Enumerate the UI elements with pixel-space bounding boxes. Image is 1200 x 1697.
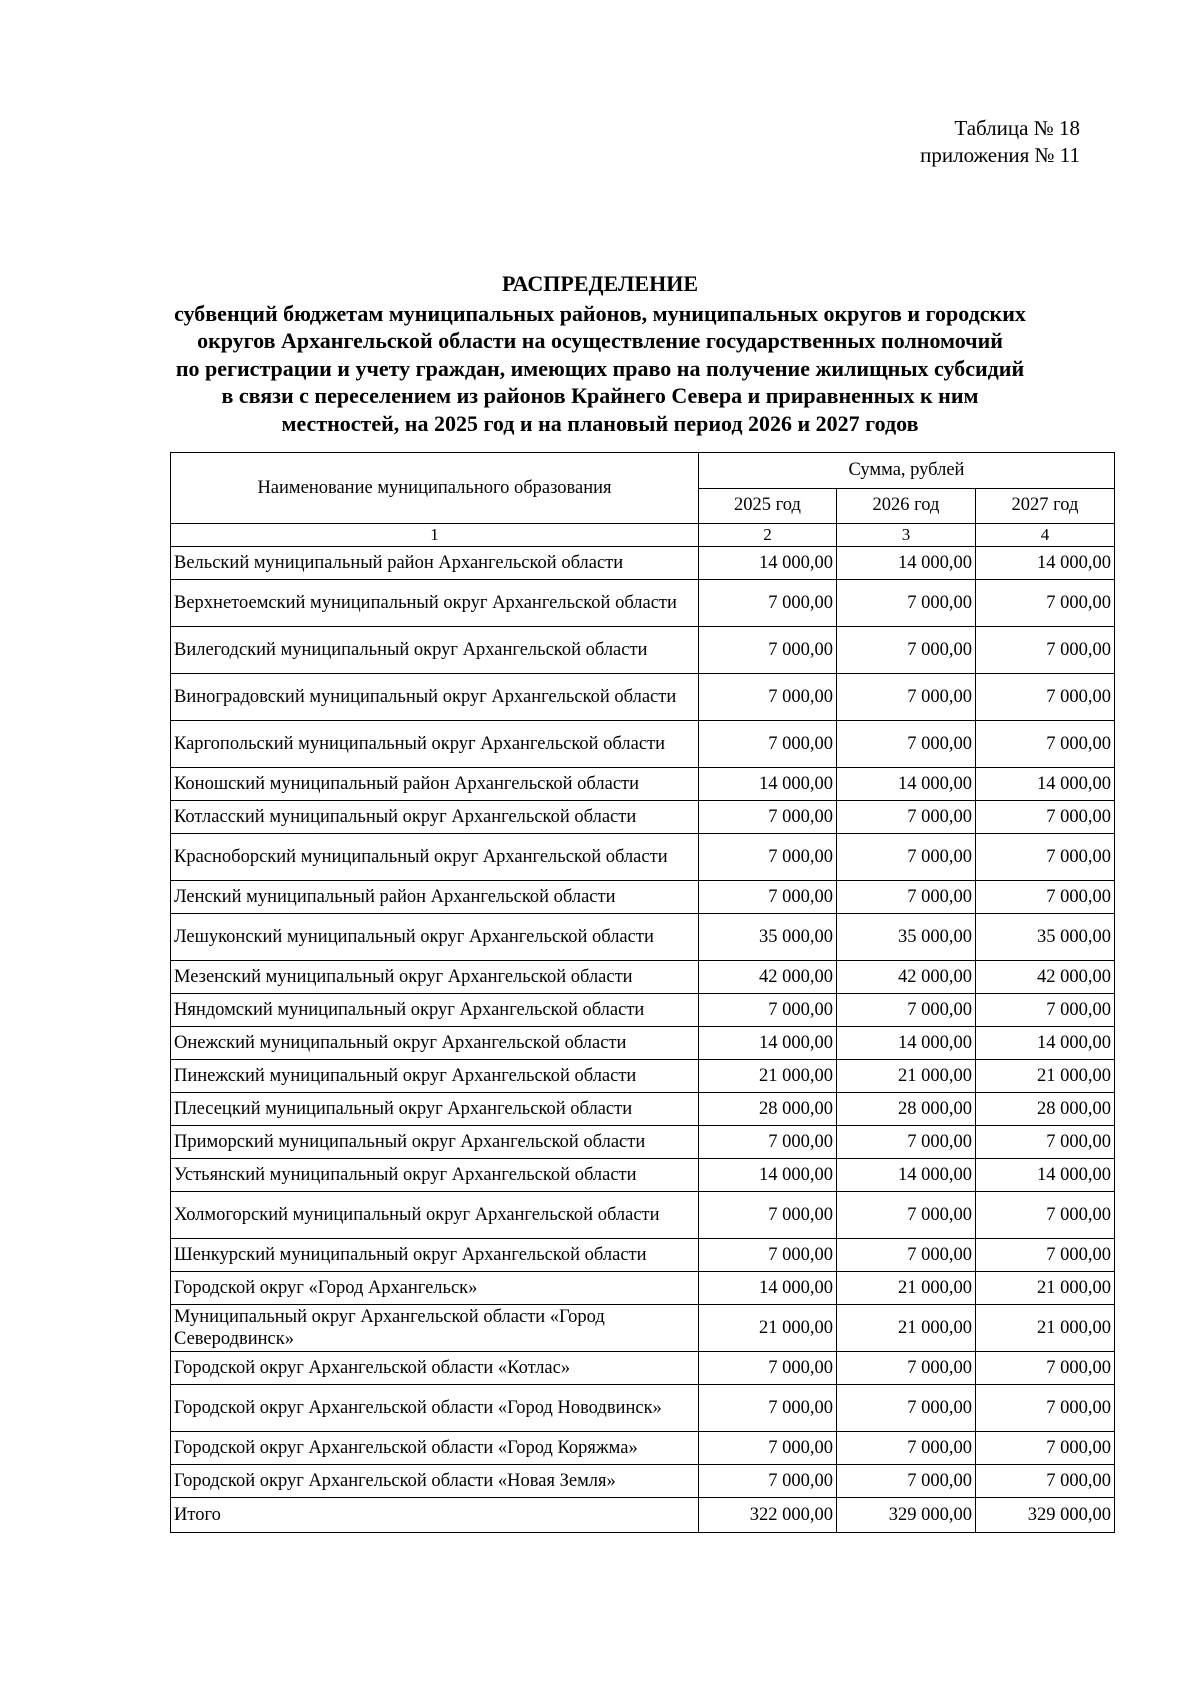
value-2026: 7 000,00 [837,674,976,721]
value-2025: 7 000,00 [699,801,837,834]
municipality-name: Вилегодский муниципальный округ Архангельской области [171,627,699,674]
value-2027: 7 000,00 [976,1126,1115,1159]
value-2027: 35 000,00 [976,914,1115,961]
total-2025: 322 000,00 [699,1498,837,1533]
table-row [171,1159,1115,1192]
value-2025: 14 000,00 [699,1027,837,1060]
table-row [171,1239,1115,1272]
municipality-name: Холмогорский муниципальный округ Архангельской области [171,1192,699,1239]
value-2025: 7 000,00 [699,1432,837,1465]
table-row [171,627,1115,674]
value-2027: 7 000,00 [976,1465,1115,1498]
municipality-name: Каргопольский муниципальный округ Архангельской области [171,721,699,768]
distribution-table [170,452,1115,1533]
value-2027: 7 000,00 [976,1239,1115,1272]
value-2026: 28 000,00 [837,1093,976,1126]
table-row [171,881,1115,914]
table-row [171,721,1115,768]
total-2027: 329 000,00 [976,1498,1115,1533]
table-row [171,674,1115,721]
value-2026: 7 000,00 [837,1192,976,1239]
value-2027: 7 000,00 [976,580,1115,627]
total-row [171,1498,1115,1533]
municipality-name: Городской округ Архангельской области «Новая Земля» [171,1465,699,1498]
value-2025: 21 000,00 [699,1060,837,1093]
municipality-name: Плесецкий муниципальный округ Архангельской области [171,1093,699,1126]
header-year-2027: 2027 год [976,488,1115,524]
value-2025: 7 000,00 [699,1126,837,1159]
title-line: субвенций бюджетам муниципальных районов, муниципальных округов и городских [174,300,1026,326]
header-sum: Сумма, рублей [699,453,1115,489]
table-row [171,547,1115,580]
value-2027: 7 000,00 [976,834,1115,881]
table-row [171,961,1115,994]
table-row [171,1272,1115,1305]
title-line: по регистрации и учету граждан, имеющих право на получение жилищных субсидий [175,355,1025,381]
table-row [171,768,1115,801]
value-2025: 7 000,00 [699,1192,837,1239]
table-row [171,994,1115,1027]
value-2025: 7 000,00 [699,1465,837,1498]
value-2026: 7 000,00 [837,1385,976,1432]
value-2027: 7 000,00 [976,1352,1115,1385]
value-2026: 7 000,00 [837,627,976,674]
municipality-name: Красноборский муниципальный округ Архангельской области [171,834,699,881]
municipality-name: Шенкурский муниципальный округ Архангельской области [171,1239,699,1272]
value-2026: 14 000,00 [837,1027,976,1060]
title-line: округов Архангельской области на осуществление государственных полномочий [197,328,1003,353]
column-number-row [171,524,1115,547]
column-number: 3 [837,524,976,547]
value-2026: 7 000,00 [837,1352,976,1385]
value-2026: 7 000,00 [837,1465,976,1498]
table-row [171,1465,1115,1498]
value-2026: 35 000,00 [837,914,976,961]
value-2027: 28 000,00 [976,1093,1115,1126]
value-2025: 7 000,00 [699,674,837,721]
title-line: в связи с переселением из районов Крайнего Севера и приравненных к ним [221,383,979,408]
appendix-number: приложения № 11 [920,143,1080,167]
municipality-name: Пинежский муниципальный округ Архангельской области [171,1060,699,1093]
value-2026: 7 000,00 [837,580,976,627]
value-2027: 14 000,00 [976,547,1115,580]
total-label: Итого [171,1498,699,1533]
municipality-name: Виноградовский муниципальный округ Архангельской области [171,674,699,721]
value-2025: 14 000,00 [699,1159,837,1192]
value-2025: 14 000,00 [699,547,837,580]
table-row [171,1385,1115,1432]
column-number: 1 [171,524,699,547]
value-2025: 7 000,00 [699,1385,837,1432]
total-2026: 329 000,00 [837,1498,976,1533]
column-number: 2 [699,524,837,547]
municipality-name: Мезенский муниципальный округ Архангельской области [171,961,699,994]
value-2026: 7 000,00 [837,994,976,1027]
value-2026: 14 000,00 [837,547,976,580]
value-2027: 21 000,00 [976,1305,1115,1352]
table-number: Таблица № 18 [954,116,1080,140]
table-row [171,1192,1115,1239]
municipality-name: Городской округ Архангельской области «Город Новодвинск» [171,1385,699,1432]
municipality-name: Городской округ Архангельской области «Котлас» [171,1352,699,1385]
header-year-2026: 2026 год [837,488,976,524]
table-row [171,1305,1115,1352]
value-2026: 14 000,00 [837,1159,976,1192]
value-2027: 7 000,00 [976,721,1115,768]
value-2025: 42 000,00 [699,961,837,994]
value-2025: 7 000,00 [699,721,837,768]
value-2025: 7 000,00 [699,627,837,674]
value-2026: 21 000,00 [837,1060,976,1093]
municipality-name: Верхнетоемский муниципальный округ Архангельской области [171,580,699,627]
value-2027: 7 000,00 [976,627,1115,674]
value-2025: 7 000,00 [699,881,837,914]
value-2025: 7 000,00 [699,1352,837,1385]
municipality-name: Котласский муниципальный округ Архангельской области [171,801,699,834]
value-2026: 21 000,00 [837,1272,976,1305]
title-main: РАСПРЕДЕЛЕНИЕ [501,271,698,296]
municipality-name: Вельский муниципальный район Архангельской области [171,547,699,580]
value-2027: 7 000,00 [976,1192,1115,1239]
value-2026: 14 000,00 [837,768,976,801]
municipality-name: Городской округ Архангельской области «Город Коряжма» [171,1432,699,1465]
municipality-name: Ленский муниципальный район Архангельской области [171,881,699,914]
value-2027: 21 000,00 [976,1272,1115,1305]
value-2027: 7 000,00 [976,1385,1115,1432]
value-2026: 7 000,00 [837,721,976,768]
table-row [171,1126,1115,1159]
value-2025: 7 000,00 [699,580,837,627]
value-2027: 42 000,00 [976,961,1115,994]
title-line: местностей, на 2025 год и на плановый период 2026 и 2027 годов [281,410,919,436]
table-row [171,580,1115,627]
value-2026: 21 000,00 [837,1305,976,1352]
table-row [171,834,1115,881]
value-2027: 14 000,00 [976,1027,1115,1060]
municipality-name: Коношский муниципальный район Архангельской области [171,768,699,801]
municipality-name: Устьянский муниципальный округ Архангельской области [171,1159,699,1192]
value-2026: 42 000,00 [837,961,976,994]
table-row [171,1093,1115,1126]
table-reference [920,115,1080,169]
value-2025: 7 000,00 [699,1239,837,1272]
value-2025: 14 000,00 [699,1272,837,1305]
column-number: 4 [976,524,1115,547]
municipality-name: Няндомский муниципальный округ Архангельской области [171,994,699,1027]
value-2027: 7 000,00 [976,674,1115,721]
table-row [171,1352,1115,1385]
header-year-2025: 2025 год [699,488,837,524]
municipality-name: Приморский муниципальный округ Архангельской области [171,1126,699,1159]
table-row [171,1027,1115,1060]
table-row [171,1432,1115,1465]
document-title [150,270,1050,437]
value-2026: 7 000,00 [837,801,976,834]
municipality-name: Муниципальный округ Архангельской области «Город Северодвинск» [171,1305,699,1352]
value-2026: 7 000,00 [837,881,976,914]
municipality-name: Лешуконский муниципальный округ Архангельской области [171,914,699,961]
value-2027: 14 000,00 [976,1159,1115,1192]
value-2027: 7 000,00 [976,801,1115,834]
value-2027: 7 000,00 [976,1432,1115,1465]
value-2026: 7 000,00 [837,1432,976,1465]
value-2025: 35 000,00 [699,914,837,961]
value-2025: 14 000,00 [699,768,837,801]
value-2027: 21 000,00 [976,1060,1115,1093]
header-municipality-name: Наименование муниципального образования [171,453,699,524]
value-2027: 7 000,00 [976,881,1115,914]
value-2025: 7 000,00 [699,834,837,881]
value-2027: 14 000,00 [976,768,1115,801]
value-2025: 7 000,00 [699,994,837,1027]
municipality-name: Онежский муниципальный округ Архангельской области [171,1027,699,1060]
table-row [171,1060,1115,1093]
table-row [171,801,1115,834]
value-2025: 28 000,00 [699,1093,837,1126]
value-2027: 7 000,00 [976,994,1115,1027]
value-2025: 21 000,00 [699,1305,837,1352]
value-2026: 7 000,00 [837,1239,976,1272]
municipality-name: Городской округ «Город Архангельск» [171,1272,699,1305]
table-row [171,914,1115,961]
value-2026: 7 000,00 [837,1126,976,1159]
value-2026: 7 000,00 [837,834,976,881]
